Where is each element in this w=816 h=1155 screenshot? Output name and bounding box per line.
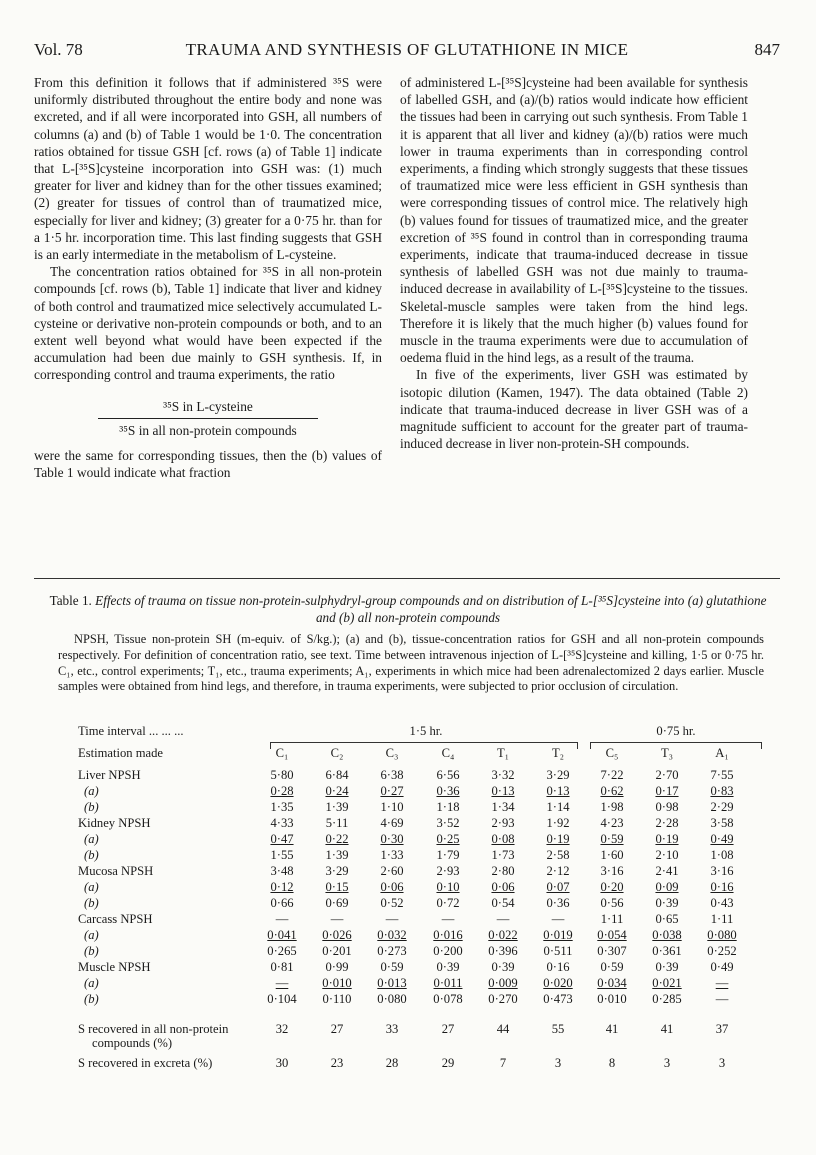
column-header-row <box>58 746 768 762</box>
col-header: A₁ <box>715 746 729 760</box>
row-label: (b) <box>84 800 99 814</box>
cell: 0·20 <box>600 880 624 894</box>
cell: 2·80 <box>491 864 515 878</box>
table-row <box>58 784 768 800</box>
cell: 0·273 <box>377 944 407 958</box>
cell: 8 <box>608 1056 616 1070</box>
col-header: T₃ <box>660 746 674 760</box>
cell: 0·080 <box>377 992 407 1006</box>
cell: 0·19 <box>546 832 570 846</box>
cell: 1·73 <box>491 848 515 862</box>
cell: 7·55 <box>710 768 734 782</box>
col-header: C₂ <box>330 746 344 760</box>
table-row <box>58 880 768 896</box>
cell: 0·15 <box>325 880 349 894</box>
cell: 2·41 <box>655 864 679 878</box>
cell: 29 <box>441 1056 455 1070</box>
cell: 7 <box>499 1056 507 1070</box>
table-row <box>58 848 768 864</box>
cell: 0·511 <box>543 944 573 958</box>
ratio-formula <box>34 398 382 439</box>
table-row <box>58 976 768 992</box>
cell: 0·252 <box>707 944 737 958</box>
table-caption-label: Table 1. <box>49 593 92 608</box>
left-paragraph-3: were the same for corresponding tissues, then the (b) values of Table 1 would indicate what fraction <box>34 448 382 481</box>
cell: 3·16 <box>710 864 734 878</box>
recovered-excreta-label: S recovered in excreta (%) <box>78 1056 213 1070</box>
table-row <box>58 864 768 880</box>
cell: 0·104 <box>267 992 297 1006</box>
right-paragraph-1: of administered L-[³⁵S]cysteine had been available for synthesis of labelled GSH, and (a)/(b) ratios would indicate how efficient the tissues had been in carrying out such synthesis. From Table 1 it is apparent that all liver and kidney (a)/(b) ratios were much lower in trauma experiments than in corresponding control experiments, a finding which strongly suggests that these tissues of traumatized mice were less efficient in GSH synthesis than were corresponding tissues of control mice. The relatively high (b) values found for tissues of traumatized mice, and the greater excretion of ³⁵S found in control than in corresponding trauma experiments, indicate that trauma-induced decrease in tissue synthesis of labelled GSH was not due mainly to trauma-induced decrease in availability of L-[³⁵S]cysteine to the tissues. Skeletal-muscle samples were taken from the hind legs. Therefore it is likely that the much higher (b) values found for muscle in the trauma experiments were due to accumulation of oedema fluid in the hind legs, as a result of the trauma. <box>400 75 748 366</box>
table-row <box>58 832 768 848</box>
row-label: (a) <box>84 928 99 942</box>
cell: 33 <box>385 1022 399 1036</box>
cell: 0·009 <box>488 976 518 990</box>
cell: — <box>385 912 399 926</box>
cell: 37 <box>715 1022 729 1036</box>
cell: 2·29 <box>710 800 734 814</box>
cell: 0·66 <box>270 896 294 910</box>
cell: 0·72 <box>436 896 460 910</box>
cell: 0·43 <box>710 896 734 910</box>
cell: 0·201 <box>322 944 352 958</box>
cell: 0·98 <box>655 800 679 814</box>
cell: 0·30 <box>380 832 404 846</box>
cell: 0·032 <box>377 928 407 942</box>
cell: 0·13 <box>546 784 570 798</box>
row-label: (b) <box>84 848 99 862</box>
recovered-nonprotein-label-1: S recovered in all non-protein <box>78 1022 229 1036</box>
cell: 5·11 <box>325 816 349 830</box>
cell: 0·285 <box>652 992 682 1006</box>
cell: 0·25 <box>436 832 460 846</box>
cell: 0·06 <box>380 880 404 894</box>
cell: 1·60 <box>600 848 624 862</box>
recovered-excreta-row <box>58 1056 768 1072</box>
cell: 0·078 <box>433 992 463 1006</box>
left-paragraph-1: From this definition it follows that if administered ³⁵S were uniformly distributed throughout the entire body and none was excreted, and if all were incorporated into GSH, all numbers of columns (a) and (b) of Table 1 would be 1·0. The concentration ratios obtained for tissue GSH [cf. rows (a) of Table 1] indicate that L-[³⁵S]cysteine incorporation into GSH was: (1) much greater for liver and kidney than for the other tissues examined; (2) greater for tissues of control than of traumatized mice, especially for liver and kidney; (3) greater for a 0·75 hr. than for a 1·5 hr. incorporation time. This last finding suggests that GSH is an early intermediate in the metabolism of L-cysteine. <box>34 75 382 263</box>
cell: 2·93 <box>491 816 515 830</box>
cell: 28 <box>385 1056 399 1070</box>
row-label: (b) <box>84 896 99 910</box>
row-label: Muscle NPSH <box>78 960 151 974</box>
running-header <box>34 40 780 64</box>
cell: — <box>330 912 344 926</box>
cell: 0·39 <box>655 896 679 910</box>
cell: — <box>275 976 289 990</box>
col-header: T₁ <box>496 746 510 760</box>
estimation-label: Estimation made <box>78 746 163 760</box>
col-header: C₄ <box>441 746 455 760</box>
cell: — <box>551 912 565 926</box>
cell: 0·307 <box>597 944 627 958</box>
cell: 0·36 <box>436 784 460 798</box>
cell: 0·69 <box>325 896 349 910</box>
table-row <box>58 960 768 976</box>
cell: 0·110 <box>322 992 352 1006</box>
cell: 0·59 <box>380 960 404 974</box>
cell: 1·79 <box>436 848 460 862</box>
cell: 0·24 <box>325 784 349 798</box>
group-0-75hr-label: 0·75 hr. <box>656 724 696 738</box>
col-header: C₃ <box>385 746 399 760</box>
cell: 1·10 <box>380 800 404 814</box>
cell: 0·39 <box>655 960 679 974</box>
row-label: (b) <box>84 944 99 958</box>
cell: 0·47 <box>270 832 294 846</box>
cell: 1·18 <box>436 800 460 814</box>
cell: 32 <box>275 1022 289 1036</box>
recovered-nonprotein-row-2 <box>58 1036 768 1052</box>
table-note <box>58 632 764 695</box>
cell: 0·054 <box>597 928 627 942</box>
cell: 2·10 <box>655 848 679 862</box>
cell: 0·27 <box>380 784 404 798</box>
cell: 0·83 <box>710 784 734 798</box>
cell: 3·52 <box>436 816 460 830</box>
cell: 0·016 <box>433 928 463 942</box>
cell: 0·07 <box>546 880 570 894</box>
cell: 0·026 <box>322 928 352 942</box>
cell: 4·23 <box>600 816 624 830</box>
cell: 2·93 <box>436 864 460 878</box>
cell: 1·39 <box>325 848 349 862</box>
cell: 0·013 <box>377 976 407 990</box>
table-row <box>58 896 768 912</box>
cell: 2·58 <box>546 848 570 862</box>
cell: 0·52 <box>380 896 404 910</box>
cell: 3·58 <box>710 816 734 830</box>
cell: 0·56 <box>600 896 624 910</box>
cell: 55 <box>551 1022 565 1036</box>
cell: 3 <box>663 1056 671 1070</box>
group-1-5hr-label: 1·5 hr. <box>409 724 443 738</box>
cell: 3·29 <box>325 864 349 878</box>
cell: 4·69 <box>380 816 404 830</box>
cell: 0·200 <box>433 944 463 958</box>
cell: 30 <box>275 1056 289 1070</box>
cell: 3·16 <box>600 864 624 878</box>
cell: 6·56 <box>436 768 460 782</box>
cell: 0·020 <box>543 976 573 990</box>
formula-denominator: ³⁵S in all non-protein compounds <box>119 422 297 438</box>
cell: 1·33 <box>380 848 404 862</box>
right-column <box>400 74 748 452</box>
cell: 1·35 <box>270 800 294 814</box>
cell: 0·99 <box>325 960 349 974</box>
cell: 44 <box>496 1022 510 1036</box>
cell: 0·473 <box>543 992 573 1006</box>
cell: 0·270 <box>488 992 518 1006</box>
cell: 0·361 <box>652 944 682 958</box>
left-paragraph-2: The concentration ratios obtained for ³⁵S in all non-protein compounds [cf. rows (b), Table 1] indicate that liver and kidney of both control and traumatized mice selectively accumulated L-cysteine or derivative non-protein compounds or both, and to an extent well beyond what would have been expected if the accumulation had been due mainly to GSH synthesis. If, in corresponding control and trauma experiments, the ratio <box>34 264 382 383</box>
row-label: Mucosa NPSH <box>78 864 154 878</box>
cell: 3·32 <box>491 768 515 782</box>
cell: 0·36 <box>546 896 570 910</box>
formula-numerator: ³⁵S in L-cysteine <box>163 398 253 414</box>
page-number: 847 <box>754 40 780 59</box>
row-label: (a) <box>84 832 99 846</box>
time-interval-row <box>58 724 768 740</box>
cell: 3 <box>554 1056 562 1070</box>
cell: 1·11 <box>600 912 624 926</box>
cell: 0·62 <box>600 784 624 798</box>
table-row <box>58 992 768 1008</box>
cell: 1·98 <box>600 800 624 814</box>
cell: 27 <box>330 1022 344 1036</box>
table-row <box>58 816 768 832</box>
cell: 1·11 <box>710 912 734 926</box>
cell: 0·59 <box>600 960 624 974</box>
cell: — <box>441 912 455 926</box>
row-label: (b) <box>84 992 99 1006</box>
cell: 2·60 <box>380 864 404 878</box>
cell: 0·59 <box>600 832 624 846</box>
cell: 23 <box>330 1056 344 1070</box>
cell: 0·010 <box>597 992 627 1006</box>
cell: 0·034 <box>597 976 627 990</box>
cell: 0·022 <box>488 928 518 942</box>
table-row <box>58 800 768 816</box>
cell: 5·80 <box>270 768 294 782</box>
cell: 0·16 <box>546 960 570 974</box>
row-label: (a) <box>84 784 99 798</box>
cell: 4·33 <box>270 816 294 830</box>
cell: — <box>715 976 729 990</box>
cell: — <box>275 912 289 926</box>
cell: 1·55 <box>270 848 294 862</box>
cell: 7·22 <box>600 768 624 782</box>
cell: 0·09 <box>655 880 679 894</box>
row-label: (a) <box>84 976 99 990</box>
cell: 6·38 <box>380 768 404 782</box>
cell: 0·49 <box>710 832 734 846</box>
table-note-text: NPSH, Tissue non-protein SH (m-equiv. of S/kg.); (a) and (b), tissue-concentration ratios for GSH and all non-protein compounds respectively. For definition of concentration ratio, see text. Time between intravenous injection of L-[³⁵S]cysteine and killing, 1·5 or 0·75 hr. C₁, etc., control experiments; T₁, etc., trauma experiments; A₁, experiments in which mice had been adrenalectomized 2 days earlier. Muscle samples were obtained from hind legs, and therefore, in trauma experiments, were subjected to prior occlusion of circulation. <box>58 632 764 694</box>
cell: 0·010 <box>322 976 352 990</box>
cell: 0·39 <box>491 960 515 974</box>
cell: 0·16 <box>710 880 734 894</box>
cell: 0·17 <box>655 784 679 798</box>
cell: 2·70 <box>655 768 679 782</box>
cell: 1·39 <box>325 800 349 814</box>
table-caption <box>40 592 776 626</box>
cell: 0·08 <box>491 832 515 846</box>
row-label: Liver NPSH <box>78 768 141 782</box>
cell: 2·28 <box>655 816 679 830</box>
running-title: TRAUMA AND SYNTHESIS OF GLUTATHIONE IN MICE <box>185 40 629 59</box>
cell: 0·12 <box>270 880 294 894</box>
col-header: T₂ <box>551 746 565 760</box>
cell: 0·49 <box>710 960 734 974</box>
cell: 0·019 <box>543 928 573 942</box>
cell: 0·038 <box>652 928 682 942</box>
col-header: C₁ <box>275 746 289 760</box>
table-row <box>58 912 768 928</box>
table-caption-text: Effects of trauma on tissue non-protein-sulphydryl-group compounds and on distribution of L-[³⁵S]cysteine into (a) glutathione and (b) all non-protein compounds <box>95 593 767 625</box>
cell: 6·84 <box>325 768 349 782</box>
row-label: (a) <box>84 880 99 894</box>
time-interval-label: Time interval ... ... ... <box>78 724 184 738</box>
cell: 0·011 <box>433 976 463 990</box>
cell: 0·396 <box>488 944 518 958</box>
cell: 41 <box>660 1022 674 1036</box>
cell: 3·48 <box>270 864 294 878</box>
cell: 3·29 <box>546 768 570 782</box>
cell: 0·39 <box>436 960 460 974</box>
table-row <box>58 928 768 944</box>
cell: 2·12 <box>546 864 570 878</box>
cell: 0·021 <box>652 976 682 990</box>
cell: 0·06 <box>491 880 515 894</box>
cell: 0·65 <box>655 912 679 926</box>
volume-number: Vol. 78 <box>34 40 83 59</box>
cell: 0·54 <box>491 896 515 910</box>
table-row <box>58 944 768 960</box>
cell: — <box>496 912 510 926</box>
table-row <box>58 768 768 784</box>
cell: — <box>715 992 729 1006</box>
cell: 41 <box>605 1022 619 1036</box>
cell: 3 <box>718 1056 726 1070</box>
cell: 27 <box>441 1022 455 1036</box>
cell: 1·34 <box>491 800 515 814</box>
cell: 1·14 <box>546 800 570 814</box>
cell: 0·81 <box>270 960 294 974</box>
cell: 0·28 <box>270 784 294 798</box>
row-label: Kidney NPSH <box>78 816 151 830</box>
cell: 1·92 <box>546 816 570 830</box>
left-column <box>34 74 382 481</box>
cell: 1·08 <box>710 848 734 862</box>
cell: 0·19 <box>655 832 679 846</box>
cell: 0·041 <box>267 928 297 942</box>
cell: 0·13 <box>491 784 515 798</box>
section-divider <box>34 578 780 579</box>
recovered-nonprotein-label-2: compounds (%) <box>92 1036 173 1050</box>
cell: 0·080 <box>707 928 737 942</box>
row-label: Carcass NPSH <box>78 912 153 926</box>
cell: 0·265 <box>267 944 297 958</box>
cell: 0·10 <box>436 880 460 894</box>
right-paragraph-2: In five of the experiments, liver GSH was estimated by isotopic dilution (Kamen, 1947). The data obtained (Table 2) indicate that trauma-induced decrease in liver GSH was of a magnitude sufficient to account for the greater part of trauma-induced decrease in liver non-protein-SH compounds. <box>400 367 748 452</box>
col-header: C₅ <box>605 746 619 760</box>
cell: 0·22 <box>325 832 349 846</box>
